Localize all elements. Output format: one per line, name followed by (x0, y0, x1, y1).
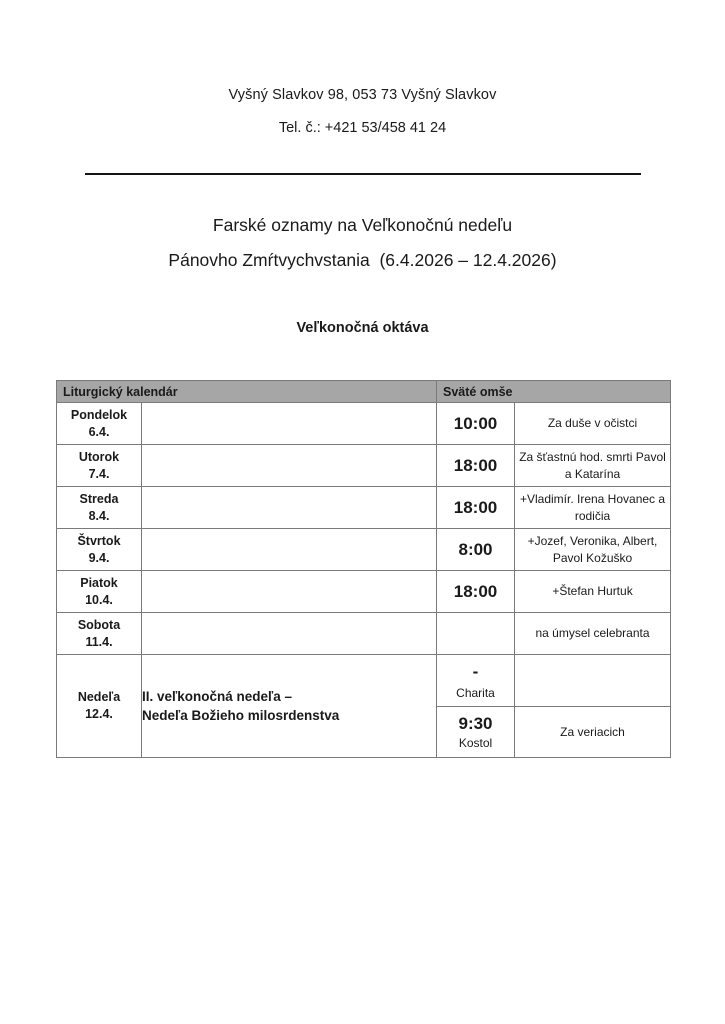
table-row (57, 571, 671, 613)
calendar-cell (142, 445, 437, 487)
mass-intention: +Jozef, Veronika, Albert, Pavol Kožuško (515, 529, 671, 571)
mass-time: - (472, 661, 479, 681)
day-date: 6.4. (88, 424, 110, 439)
day-cell (57, 655, 142, 758)
mass-time-cell (437, 655, 515, 707)
table-row (57, 403, 671, 445)
day-name: Štvrtok (77, 533, 121, 548)
day-date: 11.4. (85, 634, 113, 649)
day-name: Piatok (80, 575, 118, 590)
day-cell (57, 529, 142, 571)
mass-time: 18:00 (437, 487, 515, 529)
parish-phone: Tel. č.: +421 53/458 41 24 (278, 120, 447, 136)
mass-place: Kostol (458, 736, 493, 750)
section-title: Veľkonočná oktáva (296, 320, 429, 336)
header-holy-masses: Sväté omše (437, 381, 671, 403)
table-row (57, 487, 671, 529)
day-cell (57, 445, 142, 487)
header-divider (85, 173, 641, 175)
mass-intention: +Štefan Hurtuk (515, 571, 671, 613)
table-row (57, 445, 671, 487)
liturgical-feast-line1: II. veľkonočná nedeľa – (142, 689, 292, 704)
mass-intention: +Vladimír. Irena Hovanec a rodičia (515, 487, 671, 529)
day-date: 8.4. (88, 508, 110, 523)
mass-time (437, 613, 515, 655)
day-date: 10.4. (85, 592, 113, 607)
calendar-cell (142, 403, 437, 445)
mass-time: 18:00 (437, 571, 515, 613)
calendar-cell (142, 487, 437, 529)
day-cell (57, 613, 142, 655)
mass-intention: Za šťastnú hod. smrti Pavol a Katarína (515, 445, 671, 487)
day-date: 12.4. (85, 707, 113, 721)
mass-intention: Za veriacich (515, 707, 671, 758)
calendar-cell (142, 613, 437, 655)
liturgical-feast-line2: Nedeľa Božieho milosrdenstva (142, 708, 340, 723)
day-name: Streda (79, 491, 119, 506)
day-name: Pondelok (70, 407, 128, 422)
mass-time: 9:30 (458, 714, 493, 733)
day-cell (57, 403, 142, 445)
mass-time: 8:00 (437, 529, 515, 571)
day-cell (57, 487, 142, 529)
mass-time-cell (437, 707, 515, 758)
day-date: 9.4. (88, 550, 110, 565)
day-name: Sobota (77, 617, 121, 632)
day-name: Utorok (78, 449, 120, 464)
table-row-sunday (57, 655, 671, 707)
calendar-cell (142, 571, 437, 613)
mass-time: 18:00 (437, 445, 515, 487)
table-row (57, 529, 671, 571)
mass-time: 10:00 (437, 403, 515, 445)
header-liturgical-calendar: Liturgický kalendár (57, 381, 437, 403)
day-name: Nedeľa (77, 690, 121, 704)
table-row (57, 613, 671, 655)
day-cell (57, 571, 142, 613)
calendar-cell (142, 529, 437, 571)
parish-address: Vyšný Slavkov 98, 053 73 Vyšný Slavkov (228, 87, 497, 103)
document-title-line1: Farské oznamy na Veľkonočnú nedeľu (212, 215, 513, 235)
mass-intention (515, 655, 671, 707)
day-date: 7.4. (88, 466, 110, 481)
mass-intention: Za duše v očistci (515, 403, 671, 445)
calendar-cell (142, 655, 437, 758)
document-title-line2: Pánovho Zmŕtvychvstania (6.4.2026 – 12.4.2026) (168, 250, 557, 270)
mass-schedule-table (56, 380, 671, 758)
mass-intention: na úmysel celebranta (515, 613, 671, 655)
table-header-row (57, 381, 671, 403)
mass-place: Charita (456, 685, 495, 700)
